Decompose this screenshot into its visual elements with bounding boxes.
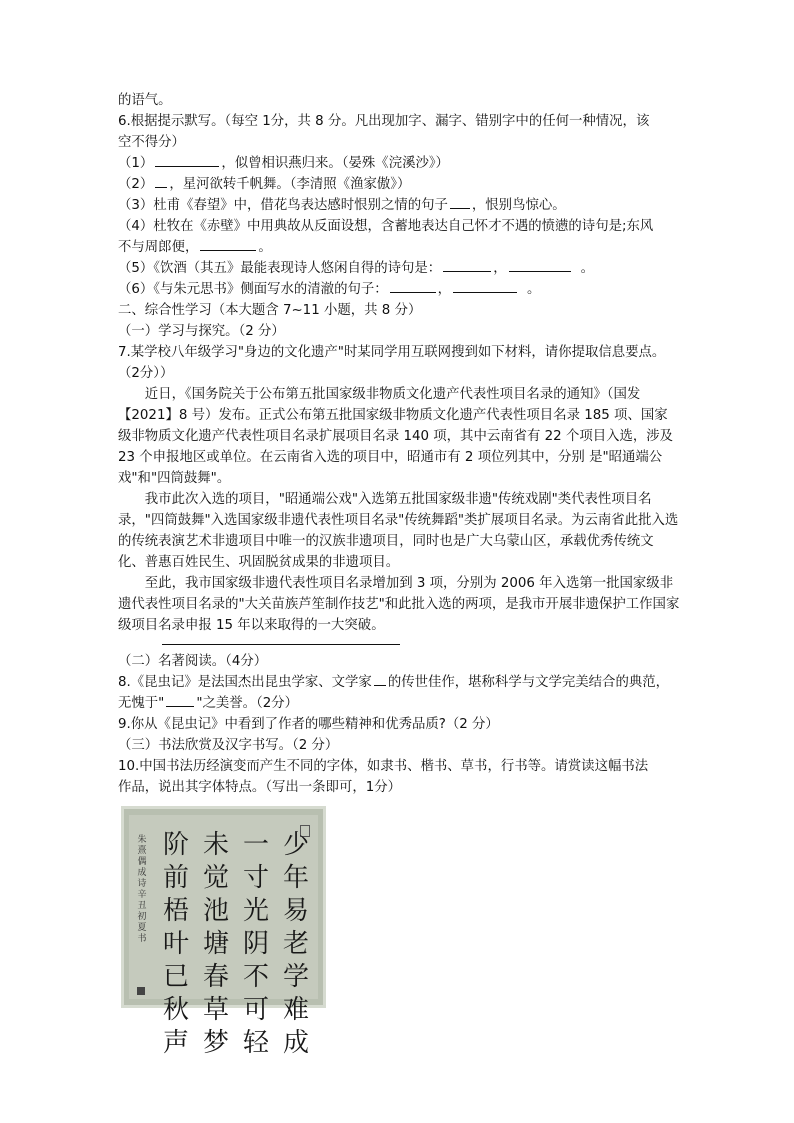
material-paragraph-2: 我市此次入选的项目，"昭通端公戏"入选第五批国家级非遗"传统戏剧"类代表性项目名录，"四筒鼓舞"入选国家级非遗代表性项目名录"传统舞蹈"类扩展项目名录。为云南省此批入选的传统表演艺术非遗项目中唯一的汉族非遗项目，同时也是广大乌蒙山区，承载优秀传统文化、普惠百姓民生、巩固脱贫成果的非遗项目。: [118, 492, 679, 570]
calligraphy-column-4: 阶前梧叶已秋声: [162, 830, 189, 1058]
question-6-item-2: （2） ，星河欲转千帆舞。（李清照《渔家傲》）: [118, 174, 680, 195]
question-6-item-1: （1） ，似曾相识燕归来。（晏殊《浣溪沙》）: [118, 153, 680, 174]
calligraphy-paper: [129, 815, 318, 1058]
answer-blank[interactable]: [450, 195, 470, 209]
section-2-heading: 二、综合性学习（本大题含 7~11 小题，共 8 分）: [118, 303, 422, 318]
question-6-item-4: （4）杜牧在《赤壁》中用典故从反面设想，含蓄地表达自己怀才不遇的愤懑的诗句是;东风: [118, 219, 654, 234]
question-6-title: 6.根据提示默写。（每空 1分，共 8 分。凡出现加字、漏字、错别字中的任何一种情况，该: [118, 114, 650, 129]
question-6-item-5: （5）《饮酒（其五》最能表现诗人悠闲自得的诗句是： ， 。: [118, 258, 680, 279]
seal-mark: [137, 987, 145, 995]
calligraphy-column-1: 少年易老学难成: [282, 830, 309, 1058]
question-7: 7.某学校八年级学习"身边的文化遗产"时某同学用互联网搜到如下材料，请你提取信息要点。: [118, 345, 666, 360]
answer-blank[interactable]: [155, 174, 167, 188]
answer-blank[interactable]: [453, 279, 517, 293]
subsection-3-heading: （三）书法欣赏及汉字书写。（2 分）: [118, 738, 339, 753]
material-paragraph-3: 至此，我市国家级非遗代表性项目名录增加到 3 项，分别为 2006 年入选第一批国家级非遗代表性项目名录的"大关苗族芦笙制作技艺"和此批入选的两项，是我市开展非遗保护工作国家级项目名录申报 15 年以来取得的一大突破。: [118, 576, 680, 633]
question-6-item-3: （3）杜甫《春望》中，借花鸟表达感时恨别之情的句子 ，恨别鸟惊心。: [118, 195, 680, 216]
subsection-2-heading: （二）名著阅读。（4分）: [118, 654, 268, 669]
answer-blank[interactable]: [443, 258, 491, 272]
material-paragraph-1: 近日，《国务院关于公布第五批国家级非物质文化遗产代表性项目名录的通知》（国发【2021】8 号）发布。正式公布第五批国家级非物质文化遗产代表性项目名录 185 项、国家级非物质文化遗产代表性项目名录扩展项目名录 140 项，其中云南省有 22 个项目入选，涉及 23 个申报地区或单位。在云南省入选的项目中，昭通市有 2 项位列其中，分别 是"昭通端公戏"和"四筒鼓舞"。: [118, 387, 674, 486]
question-6-title-cont: 空不得分）: [118, 135, 185, 150]
answer-blank[interactable]: [374, 672, 386, 686]
answer-blank[interactable]: [155, 153, 219, 167]
question-8-cont: 无愧于" "之美誉。（2分）: [118, 693, 680, 714]
question-6-item-4-cont: 不与周郎便， 。: [118, 237, 680, 258]
calligraphy-column-3: 未觉池塘春草梦: [202, 830, 229, 1058]
question-9: 9.你从《昆虫记》中看到了作者的哪些精神和优秀品质?（2 分）: [118, 717, 499, 732]
exam-page: [118, 90, 680, 798]
calligraphy-inscription: 朱熹偶成诗辛丑初夏书: [137, 835, 147, 944]
question-7-cont: （2分））: [118, 366, 174, 381]
subsection-1-heading: （一）学习与探究。（2 分）: [118, 324, 285, 339]
calligraphy-image: [121, 806, 326, 1058]
calligraphy-column-2: 一寸光阴不可轻: [242, 830, 269, 1058]
text-line: 的语气。: [118, 93, 172, 108]
answer-line[interactable]: [162, 644, 400, 645]
answer-blank[interactable]: [509, 258, 571, 272]
answer-blank[interactable]: [166, 693, 194, 707]
answer-blank[interactable]: [390, 279, 436, 293]
question-10: 10.中国书法历经演变而产生不同的字体，如隶书、楷书、草书，行书等。请赏读这幅书法: [118, 759, 649, 774]
question-8: 8.《昆虫记》是法国杰出昆虫学家、文学家 的传世佳作，堪称科学与文学完美结合的典范，: [118, 672, 680, 693]
answer-blank[interactable]: [200, 237, 256, 251]
question-10-cont: 作品，说出其字体特点。（写出一条即可，1分）: [118, 780, 402, 795]
question-6-item-6: （6）《与朱元思书》侧面写水的清澈的句子： ， 。: [118, 279, 680, 300]
